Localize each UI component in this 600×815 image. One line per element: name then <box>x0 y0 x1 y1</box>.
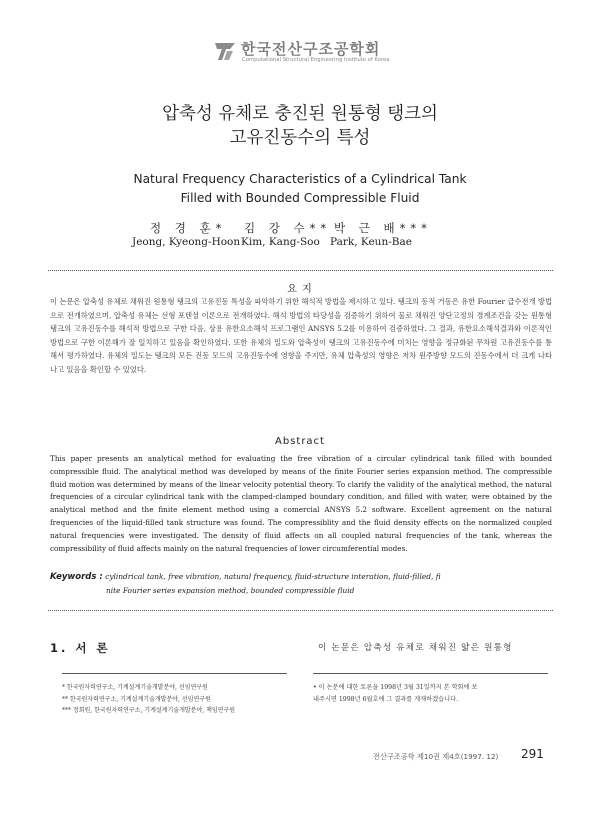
author-name-ko: 박 근 배*** <box>334 221 432 235</box>
affiliation-note: * 한국원자력연구소, 기계설계기술개발분야, 선임연구원 <box>62 684 208 691</box>
abstract-ko-text: 이 논문은 압축성 유체로 채워진 원통형 탱크의 고유진동 특성을 파악하기 위한 해석적 방법을 제시하고 있다. 탱크의 동적 거동은 유한 Fourier 급수전개 방법으로 전개하였으며, 압축성 유체는 선형 포텐셜 이론으로 전개하였다. 해석 방법의 타당성을 검증하기 위하여 물로 채워진 양단고정의 경계조건을 갖는 원통형 탱크의 고유진동수를 해석적 방법으로 구한 다음, 상용 유한요소해석 프로그램인 ANSYS 5.2를 이용하여 검증하였다. 그 결과, 유한요소해석결과와 이론적인 방법으로 구한 이론해가 잘 일치하고 있음을 확인하였다. 또한 유체의 밀도와 압축성이 탱크의 고유진동수에 미치는 영향을 정규화된 무차원 고유진동수를 통해서 평가하였다. 유체의 밀도는 탱크의 모든 진동 모드의 고유진동수에 영향을 주지만, 유체 압축성의 영향은 저차 원주방향 모드의 진동수에서 더 크게 나타나고 있음을 확인할 수 있었다. <box>50 297 552 374</box>
keywords-line: nite Fourier series expansion method, bounded compressible fluid <box>106 586 355 595</box>
footnote-rule <box>313 673 548 674</box>
keywords-line: cylindrical tank, free vibration, natural frequency, fluid-structure interation, fluid-filled, fi <box>105 572 441 581</box>
authors-english <box>0 236 600 250</box>
title-ko-line: 압축성 유체로 충진된 원통형 탱크의 <box>162 104 438 124</box>
keywords-label: Keywords : <box>50 572 103 582</box>
title-en-line: Natural Frequency Characteristics of a Cylindrical Tank <box>133 172 467 186</box>
dotted-divider <box>48 610 553 611</box>
keywords <box>50 570 555 597</box>
journal-citation: 전산구조공학 제10권 제4호(1997. 12) <box>373 752 499 761</box>
section-heading: 1. 서 론 <box>50 641 111 655</box>
affiliation-note: ** 한국원자력연구소, 기계설계기술개발분야, 선임연구원 <box>62 695 211 703</box>
title-korean <box>0 102 600 150</box>
abstract-ko-heading: 요 지 <box>287 284 313 295</box>
author-name-en: Kim, Kang-Soo <box>241 236 320 248</box>
author-affiliations <box>62 682 312 717</box>
authors-korean <box>0 220 600 236</box>
section-text: 이 논문은 압축성 유체로 채워진 얇은 원통형 <box>318 643 513 653</box>
author-name-en: Park, Keun-Bae <box>330 236 412 248</box>
author-name-ko: 김 강 수** <box>244 221 332 235</box>
discussion-notice <box>313 682 563 705</box>
author-name-ko: 정 경 훈* <box>150 221 227 235</box>
society-name-en: Computational Structural Engineering Institute of Korea <box>242 57 390 63</box>
affiliation-note: *** 정회원, 한국원자력연구소, 기계설계기술개발분야, 책임연구원 <box>62 707 236 714</box>
page-number: 291 <box>521 747 544 761</box>
author-name-en: Jeong, Kyeong-Hoon <box>132 236 241 248</box>
society-header <box>214 40 414 68</box>
society-name-ko: 한국전산구조공학회 <box>241 40 381 58</box>
title-ko-line: 고유진동수의 특성 <box>229 128 371 148</box>
dotted-divider <box>48 270 553 271</box>
title-english <box>0 170 600 208</box>
title-en-line: Filled with Bounded Compressible Fluid <box>180 191 420 205</box>
abstract-en-text: This paper presents an analytical method for evaluating the free vibration of a circular cylindrical tank filled with bounded compressible fluid. The analytical method was developed by means of the finite Fourier series expansion method. The compressible fluid motion was determined by means of the linear velocity potential theory. To clarify the validity of the analytical method, the natural frequencies of a circular cylindrical tank with the clamped-clamped boundary condition, and filled with water, were obtained by the analytical method and the finite element method using a comercial ANSYS 5.2 software. Excellent agreement on the natural frequencies of the liquid-filled tank structure was found. The compressiblity and the fluid density effects on the normalized coupled natural frequencies were investigated. The density of fluid affects on all coupled natural frequencies of the tank, whereas the compressibility of fluid affects mainly on the natural frequencies of lower circumferential modes. <box>50 454 552 553</box>
abstract-en-heading: Abstract <box>275 436 325 447</box>
footnote-rule <box>62 673 287 674</box>
notice-line: 내주시면 1998년 6월호에 그 결과를 게재하겠습니다. <box>313 695 459 703</box>
society-logo-icon <box>214 40 236 62</box>
notice-line: • 이 논문에 대한 토론을 1998년 3월 31일까지 본 학회에 보 <box>313 684 478 691</box>
